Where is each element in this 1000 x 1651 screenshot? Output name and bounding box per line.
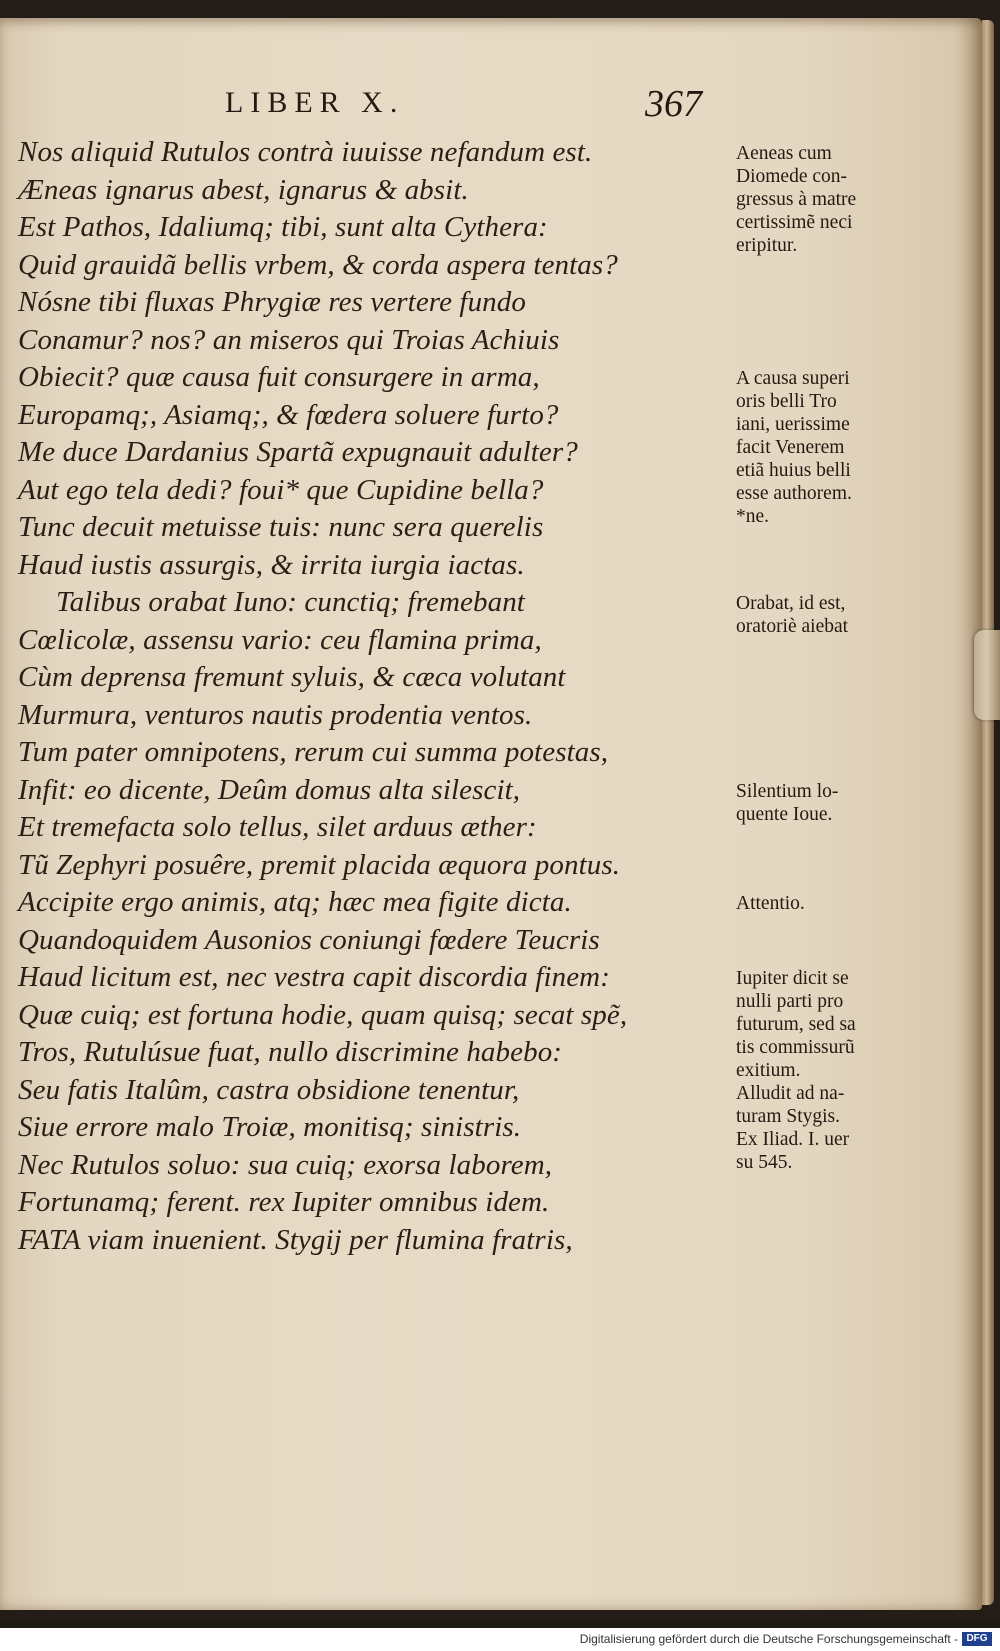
verse-line: Me duce Dardanius Spartã expugnauit adulter? [18, 436, 578, 468]
verse-line: Europamq;, Asiamq;, & fœdera soluere furto? [18, 398, 559, 431]
footer-bar [0, 1628, 1000, 1651]
marginal-note [736, 967, 906, 1174]
marginal-note-line: gressus à matre [736, 189, 857, 210]
page-edge [982, 20, 994, 1605]
verse-line: Siue errore malo Troiæ, monitisq; sinistris. [18, 1111, 522, 1143]
marginal-note-line: A causa superi [736, 368, 850, 389]
marginal-note-line: quente Ioue. [736, 803, 833, 825]
verse-line: Tum pater omnipotens, rerum cui summa potestas, [18, 736, 609, 768]
marginal-note-line: su 545. [736, 1152, 793, 1173]
marginal-note [736, 780, 906, 826]
marginal-note-line: turam Stygis. [736, 1106, 841, 1127]
verse-block [18, 134, 857, 1259]
marginal-note-line: Attentio. [736, 893, 805, 914]
verse-line: Quandoquidem Ausonios coniungi fœdere Teucris [18, 923, 600, 956]
page-number: 367 [645, 83, 702, 125]
verse-line: Et tremefacta solo tellus, silet arduus æther: [18, 811, 537, 843]
verse-line: Æneas ignarus abest, ignarus & absit. [18, 173, 469, 206]
verse-line: Fortunamq; ferent. rex Iupiter omnibus idem. [18, 1186, 550, 1218]
marginal-note-line: nulli parti pro [736, 991, 844, 1012]
marginal-note-line: Orabat, id est, [736, 593, 846, 614]
marginal-note-line: oris belli Tro [736, 391, 837, 412]
running-head [225, 83, 725, 136]
marginal-note-line: exitium. [736, 1060, 801, 1081]
marginal-note [736, 367, 906, 528]
marginal-note-line: etiã huius belli [736, 460, 851, 481]
verse-line: Quæ cuiq; est fortuna hodie, quam quisq; secat spẽ, [18, 998, 628, 1031]
verse-line: Quid grauidã bellis vrbem, & corda aspera tentas? [18, 248, 618, 281]
verse-line: Tunc decuit metuisse tuis: nunc sera querelis [18, 511, 544, 543]
marginal-note-line: Diomede con- [736, 166, 848, 187]
verse-line: Murmura, venturos nautis prodentia ventos. [18, 698, 533, 731]
marginal-note-line: Iupiter dicit se [736, 968, 849, 989]
verse-line: Talibus orabat Iuno: cunctiq; fremebant [56, 586, 525, 618]
verse-line: Cœlicolæ, assensu vario: ceu flamina prima, [18, 623, 542, 656]
footer-credit: Digitalisierung gefördert durch die Deutsche Forschungsgemeinschaft - [579, 1632, 958, 1646]
marginal-note-line: esse authorem. [736, 483, 852, 504]
running-title: LIBER X. [225, 86, 405, 119]
marginal-note-line: *ne. [736, 506, 770, 527]
verse-line: Aut ego tela dedi? foui* que Cupidine bella? [18, 473, 544, 506]
marginal-note-line: tis commissurũ [736, 1037, 855, 1058]
marginal-note-line: oratoriè aiebat [736, 616, 849, 637]
verse-line: Cùm deprensa fremunt syluis, & cæca volutant [18, 661, 566, 693]
verse-line: Est Pathos, Idaliumq; tibi, sunt alta Cythera: [18, 211, 548, 243]
marginal-note [736, 592, 906, 638]
dfg-logo: DFG [962, 1632, 992, 1646]
verse-line: Tũ Zephyri posuêre, premit placida æquora pontus. [18, 848, 621, 881]
marginal-note-line: Alludit ad na- [736, 1083, 845, 1104]
marginal-note-line: Silentium lo- [736, 780, 839, 802]
margin-notes [736, 134, 906, 1434]
verse-line: Seu fatis Italûm, castra obsidione tenentur, [18, 1073, 520, 1106]
marginal-note-line: facit Venerem [736, 437, 845, 458]
verse-line: Infit: eo dicente, Deûm domus alta silescit, [18, 773, 521, 806]
marginal-note-line: certissimẽ neci [736, 212, 853, 233]
marginal-note [736, 142, 906, 257]
verse-line: Haud iustis assurgis, & irrita iurgia iactas. [18, 548, 525, 581]
marginal-note-line: eripitur. [736, 235, 798, 256]
verse-line: Tros, Rutulúsue fuat, nullo discrimine habebo: [18, 1036, 563, 1068]
verse-line: FATA viam inuenient. Stygij per flumina fratris, [18, 1223, 573, 1256]
verse-line: Obiecit? quæ causa fuit consurgere in arma, [18, 361, 540, 393]
marginal-note-line: futurum, sed sa [736, 1014, 856, 1035]
marginal-note-line: iani, uerissime [736, 414, 850, 435]
verse-line: Haud licitum est, nec vestra capit discordia finem: [18, 961, 610, 993]
verse-line: Nos aliquid Rutulos contrà iuuisse nefandum est. [18, 136, 593, 168]
marginal-note [736, 892, 906, 915]
marginal-note-line: Aeneas cum [736, 143, 832, 164]
verse-line: Accipite ergo animis, atq; hæc mea figite dicta. [18, 886, 572, 918]
verse-line: Conamur? nos? an miseros qui Troias Achiuis [18, 323, 560, 356]
verse-lines [18, 134, 708, 1259]
verse-line: Nósne tibi fluxas Phrygiæ res vertere fundo [18, 286, 526, 318]
bookmark-tab [974, 630, 1000, 720]
marginal-note-line: Ex Iliad. I. uer [736, 1129, 850, 1150]
verse-line: Nec Rutulos soluo: sua cuiq; exorsa laborem, [18, 1148, 553, 1181]
